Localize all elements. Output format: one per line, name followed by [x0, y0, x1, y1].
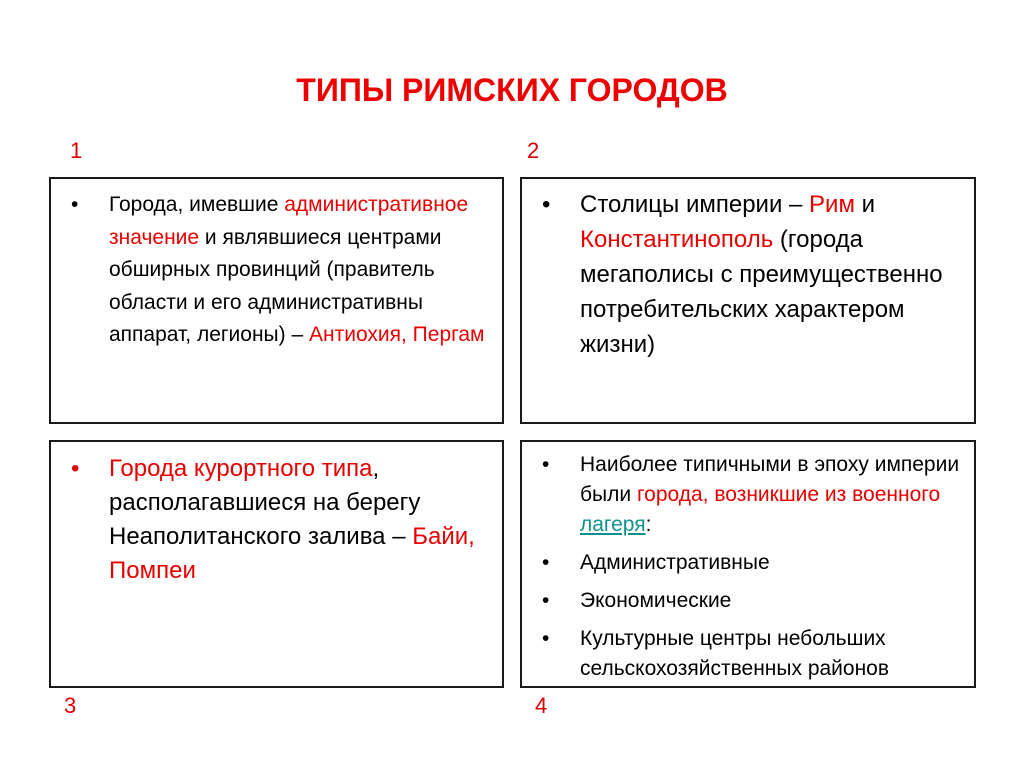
- city-type-box-4: [520, 440, 976, 688]
- bullet-icon: •: [71, 455, 80, 482]
- bullet-icon: •: [542, 453, 550, 476]
- list-item: [532, 548, 964, 578]
- text: (города мегаполисы с преимущественно потребительских характером жизни): [580, 226, 943, 358]
- bullet-icon: •: [71, 193, 79, 216]
- box1-list: [61, 189, 490, 352]
- highlight-text: Рим: [809, 191, 855, 218]
- lager-link[interactable]: лагеря: [580, 513, 646, 536]
- box-number-1: 1: [70, 138, 83, 163]
- text: , располагавшиеся на берегу Неаполитанского залива –: [109, 455, 421, 550]
- list-item: [532, 624, 964, 684]
- bullet-icon: •: [542, 627, 550, 650]
- box4-list: [532, 450, 964, 684]
- text: Наиболее типичными в эпоху империи были: [580, 453, 960, 506]
- city-type-box-2: [520, 177, 976, 424]
- highlight-text: Байи, Помпеи: [109, 523, 475, 584]
- list-item: [61, 452, 490, 588]
- slide-title: ТИПЫ РИМСКИХ ГОРОДОВ: [296, 72, 728, 108]
- city-type-box-1: [49, 177, 504, 424]
- city-type-box-3: [49, 440, 504, 688]
- text: и являвшиеся центрами обширных провинций (правитель области и его административны аппарат, легионы) –: [109, 225, 442, 346]
- highlight-text: Антиохия, Пергам: [309, 323, 485, 346]
- highlight-text: Константинополь: [580, 226, 774, 253]
- box-number-2: 2: [527, 138, 540, 163]
- box2-list: [532, 187, 964, 362]
- bullet-icon: •: [542, 551, 550, 574]
- box-number-3: 3: [64, 693, 77, 718]
- box-number-4: 4: [535, 693, 548, 718]
- list-item: [61, 189, 490, 352]
- list-item: [532, 187, 964, 362]
- text: Города, имевшие: [109, 193, 285, 216]
- bullet-icon: •: [542, 589, 550, 612]
- list-item: [532, 450, 964, 540]
- highlight-text: Города курортного типа: [109, 455, 373, 482]
- list-item: [532, 586, 964, 616]
- text: Культурные центры небольших сельскохозяйственных районов: [580, 627, 890, 680]
- highlight-text: административное значение: [109, 193, 469, 249]
- bullet-icon: •: [542, 191, 551, 218]
- text: Экономические: [580, 589, 732, 612]
- text: :: [645, 513, 652, 536]
- box3-list: [61, 452, 490, 588]
- highlight-text: города, возникшие из военного: [636, 483, 941, 506]
- text: Столицы империи –: [580, 191, 810, 218]
- text: Административные: [580, 551, 770, 574]
- text: и: [854, 191, 876, 218]
